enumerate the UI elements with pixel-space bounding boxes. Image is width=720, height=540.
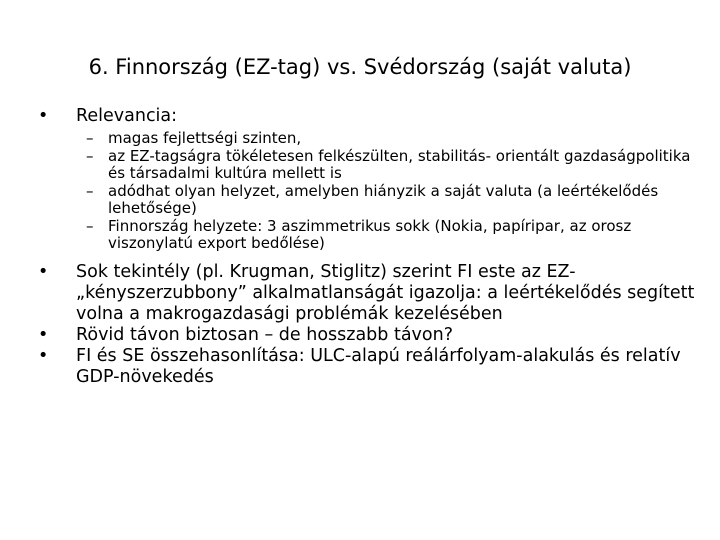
sub-item-text: az EZ-tagságra tökéletesen felkészülten, stabilitás- orientált gazdaságpolitika és társadalmi kultúra mellett is (108, 146, 691, 182)
bullet-text: Rövid távon biztosan – de hosszabb távon? (76, 324, 453, 345)
bullet-relevancia (24, 106, 704, 127)
dash-marker: – (86, 181, 94, 200)
sub-item-text: adódhat olyan helyzet, amelyben hiányzik a saját valuta (a leértékelődés lehetősége) (108, 181, 659, 217)
bullet-text: FI és SE összehasonlítása: ULC-alapú reálárfolyam-alakulás és relatív GDP-növekedés (76, 345, 681, 387)
bullet-krugman-stiglitz (24, 262, 704, 325)
sub-item (24, 130, 704, 148)
sub-item-text: magas fejlettségi szinten, (108, 129, 302, 147)
slide-body (24, 106, 704, 388)
sub-item-text: Finnország helyzete: 3 aszimmetrikus sokk (Nokia, papíripar, az orosz viszonylatú export bedőlése) (108, 216, 632, 252)
sub-item (24, 183, 704, 218)
bullet-fi-se-comparison (24, 346, 704, 388)
sub-item (24, 218, 704, 253)
bullet-rovid-tavon (24, 325, 704, 346)
bullet-text: Sok tekintély (pl. Krugman, Stiglitz) szerint FI este az EZ-„kényszerzubbony” alkalmatlanságát igazolja: a leértékelődés segített volna a makrogazdasági problémák kezelésében (76, 261, 695, 324)
dash-marker: – (86, 146, 94, 165)
bullet-marker: • (38, 345, 49, 366)
dash-marker: – (86, 129, 94, 147)
sub-item (24, 148, 704, 183)
bullet-text: Relevancia: (76, 106, 178, 126)
bullet-marker: • (38, 324, 49, 345)
bullet-marker: • (38, 106, 49, 126)
bullet-marker: • (38, 261, 49, 282)
dash-marker: – (86, 216, 94, 235)
slide-title: 6. Finnország (EZ-tag) vs. Svédország (saját valuta) (88, 55, 632, 79)
